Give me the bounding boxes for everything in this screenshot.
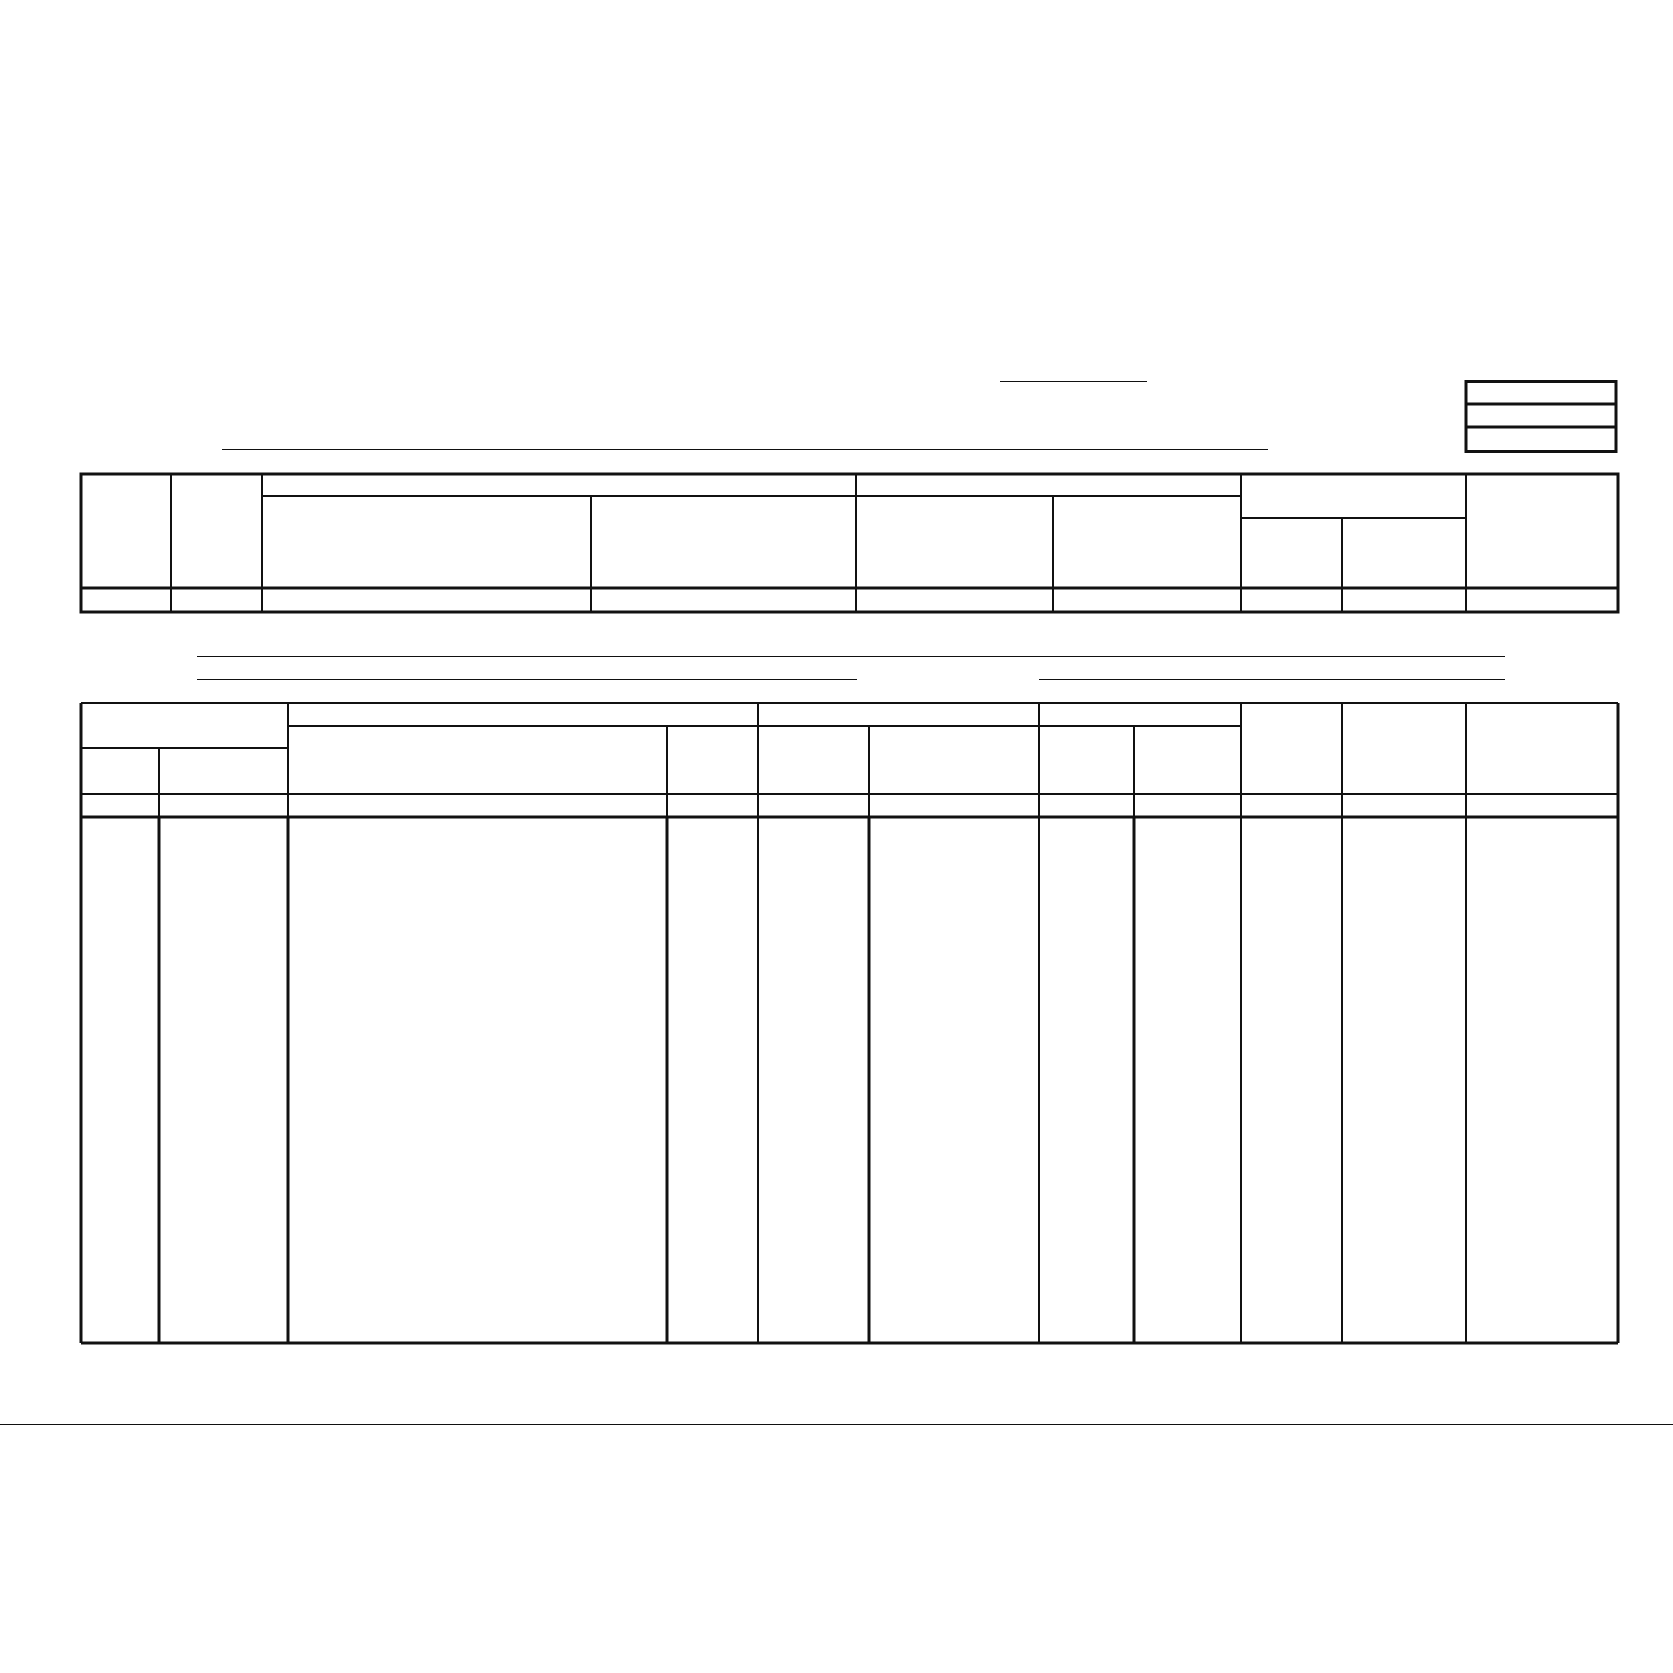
page-bottom-line: [0, 1424, 1673, 1425]
